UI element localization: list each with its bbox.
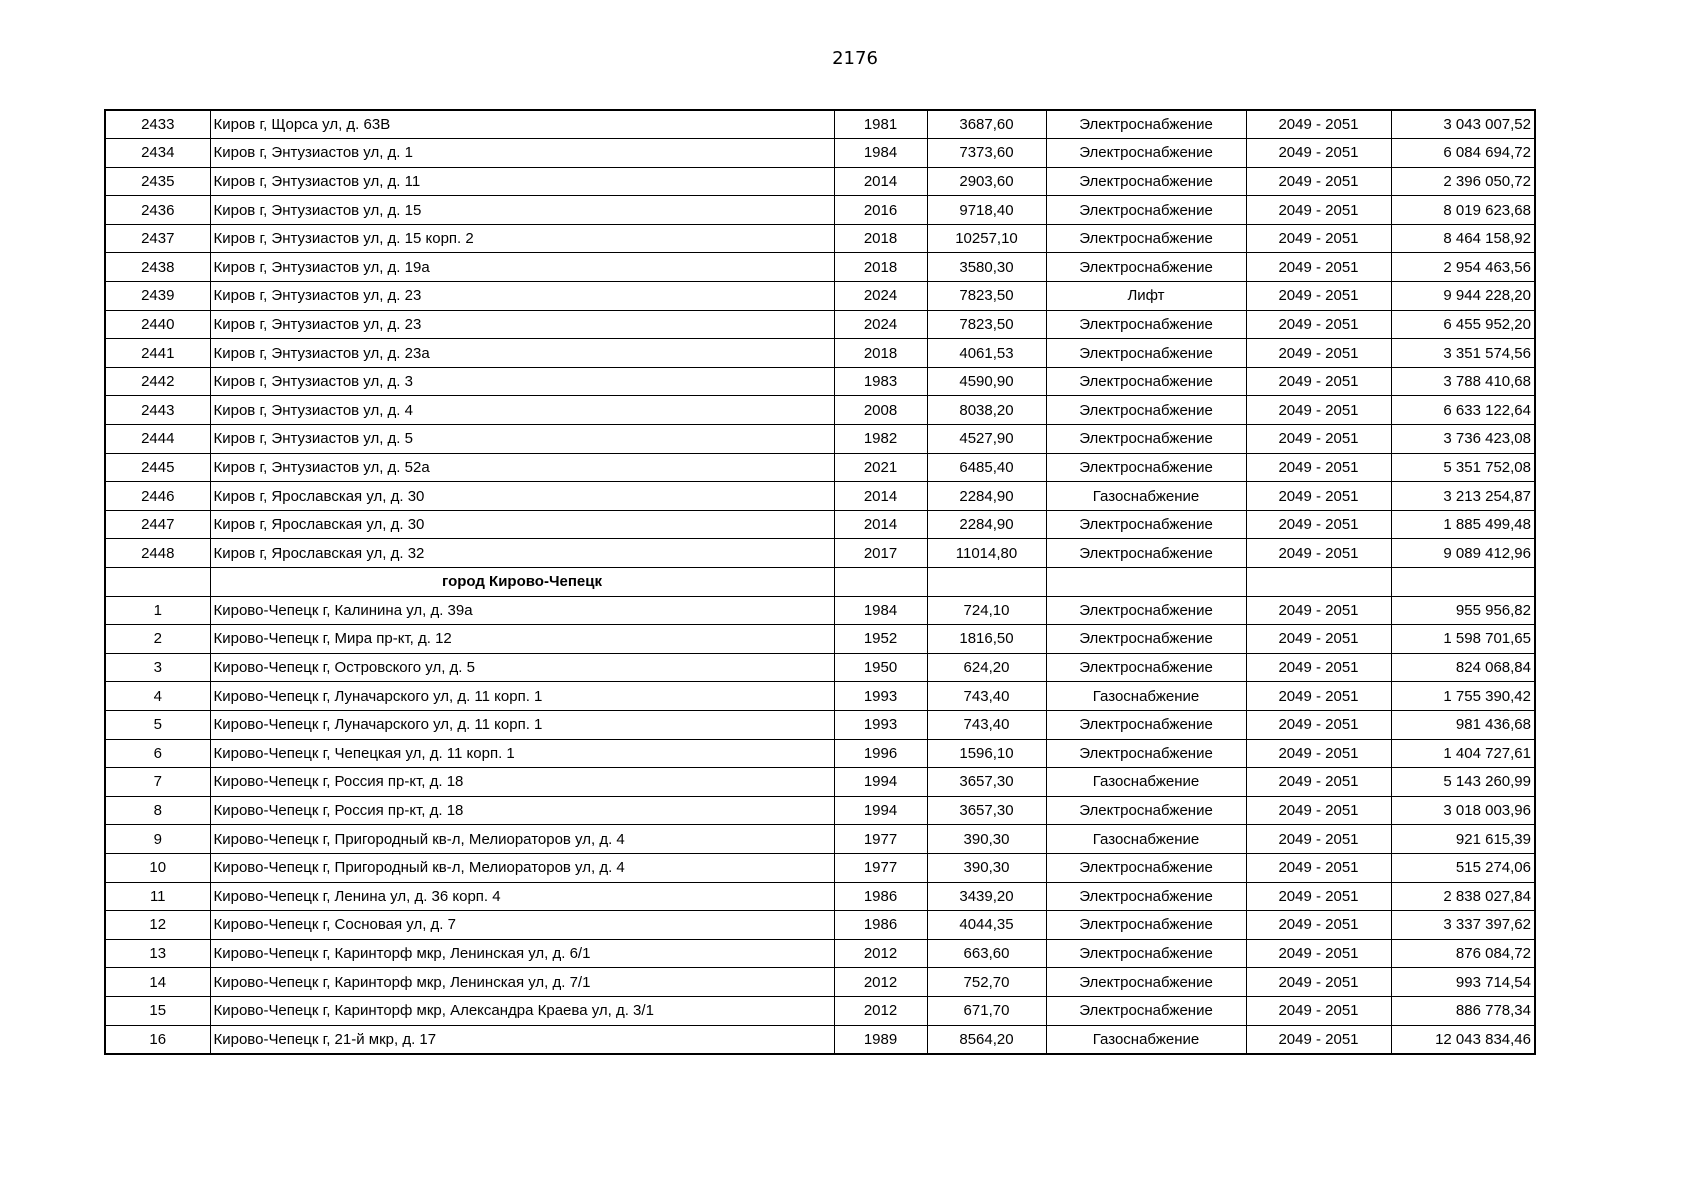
work-type-cell: Электроснабжение [1046, 310, 1246, 339]
cost-cell: 8 464 158,92 [1391, 224, 1535, 253]
area-cell: 4527,90 [927, 425, 1046, 454]
cost-cell: 955 956,82 [1391, 596, 1535, 625]
work-type-cell: Электроснабжение [1046, 996, 1246, 1025]
group-title: город Кирово-Чепецк [210, 568, 834, 597]
work-type-cell: Электроснабжение [1046, 882, 1246, 911]
address-cell: Кирово-Чепецк г, Луначарского ул, д. 11 корп. 1 [210, 682, 834, 711]
address-cell: Кирово-Чепецк г, Россия пр-кт, д. 18 [210, 796, 834, 825]
cost-cell: 3 018 003,96 [1391, 796, 1535, 825]
year-cell: 2012 [834, 996, 927, 1025]
period-cell: 2049 - 2051 [1246, 539, 1391, 568]
work-type-cell: Газоснабжение [1046, 825, 1246, 854]
row-number: 13 [105, 939, 210, 968]
table-row [105, 310, 1535, 339]
table-row [105, 139, 1535, 168]
table-row [105, 1025, 1535, 1054]
period-cell: 2049 - 2051 [1246, 825, 1391, 854]
area-cell: 724,10 [927, 596, 1046, 625]
cost-cell: 3 043 007,52 [1391, 110, 1535, 139]
work-type-cell: Электроснабжение [1046, 453, 1246, 482]
year-cell: 1982 [834, 425, 927, 454]
cost-cell: 1 755 390,42 [1391, 682, 1535, 711]
work-type-cell: Электроснабжение [1046, 367, 1246, 396]
address-cell: Киров г, Энтузиастов ул, д. 11 [210, 167, 834, 196]
area-cell: 752,70 [927, 968, 1046, 997]
work-type-cell: Электроснабжение [1046, 653, 1246, 682]
period-cell: 2049 - 2051 [1246, 682, 1391, 711]
work-type-cell: Электроснабжение [1046, 539, 1246, 568]
period-cell: 2049 - 2051 [1246, 339, 1391, 368]
row-number: 2443 [105, 396, 210, 425]
area-cell: 6485,40 [927, 453, 1046, 482]
area-cell: 7823,50 [927, 310, 1046, 339]
work-type-cell: Электроснабжение [1046, 739, 1246, 768]
table-row [105, 739, 1535, 768]
cost-cell: 1 598 701,65 [1391, 625, 1535, 654]
page-number: 2176 [832, 48, 878, 69]
address-cell: Киров г, Щорса ул, д. 63В [210, 110, 834, 139]
year-cell: 1986 [834, 911, 927, 940]
work-type-cell: Электроснабжение [1046, 968, 1246, 997]
cost-cell: 886 778,34 [1391, 996, 1535, 1025]
work-type-cell: Электроснабжение [1046, 710, 1246, 739]
row-number: 2437 [105, 224, 210, 253]
work-type-cell: Газоснабжение [1046, 682, 1246, 711]
area-cell: 390,30 [927, 853, 1046, 882]
row-number: 1 [105, 596, 210, 625]
year-cell: 2012 [834, 968, 927, 997]
address-cell: Кирово-Чепецк г, Мира пр-кт, д. 12 [210, 625, 834, 654]
cost-cell: 6 084 694,72 [1391, 139, 1535, 168]
period-cell: 2049 - 2051 [1246, 739, 1391, 768]
address-cell: Кирово-Чепецк г, Каринторф мкр, Ленинская ул, д. 6/1 [210, 939, 834, 968]
row-number: 2442 [105, 367, 210, 396]
year-cell: 1984 [834, 596, 927, 625]
address-cell: Кирово-Чепецк г, Островского ул, д. 5 [210, 653, 834, 682]
area-cell: 11014,80 [927, 539, 1046, 568]
area-cell: 7823,50 [927, 282, 1046, 311]
period-cell: 2049 - 2051 [1246, 310, 1391, 339]
cost-cell: 1 404 727,61 [1391, 739, 1535, 768]
table-row [105, 768, 1535, 797]
row-number: 12 [105, 911, 210, 940]
address-cell: Киров г, Ярославская ул, д. 30 [210, 510, 834, 539]
row-number: 9 [105, 825, 210, 854]
area-cell: 671,70 [927, 996, 1046, 1025]
row-number: 7 [105, 768, 210, 797]
row-number: 2444 [105, 425, 210, 454]
table-row [105, 825, 1535, 854]
work-type-cell: Электроснабжение [1046, 196, 1246, 225]
cost-cell: 6 633 122,64 [1391, 396, 1535, 425]
work-type-cell: Электроснабжение [1046, 110, 1246, 139]
cost-cell: 9 089 412,96 [1391, 539, 1535, 568]
group-empty-cell [105, 568, 210, 597]
work-type-cell: Газоснабжение [1046, 768, 1246, 797]
area-cell: 743,40 [927, 710, 1046, 739]
cost-cell: 2 838 027,84 [1391, 882, 1535, 911]
table-row [105, 167, 1535, 196]
year-cell: 1989 [834, 1025, 927, 1054]
work-type-cell: Электроснабжение [1046, 396, 1246, 425]
table-row [105, 110, 1535, 139]
cost-cell: 993 714,54 [1391, 968, 1535, 997]
year-cell: 2017 [834, 539, 927, 568]
table-row [105, 710, 1535, 739]
period-cell: 2049 - 2051 [1246, 911, 1391, 940]
row-number: 2436 [105, 196, 210, 225]
address-cell: Киров г, Энтузиастов ул, д. 23 [210, 282, 834, 311]
table-row [105, 339, 1535, 368]
period-cell: 2049 - 2051 [1246, 224, 1391, 253]
work-type-cell: Электроснабжение [1046, 253, 1246, 282]
period-cell: 2049 - 2051 [1246, 453, 1391, 482]
row-number: 4 [105, 682, 210, 711]
work-type-cell: Электроснабжение [1046, 139, 1246, 168]
area-cell: 3439,20 [927, 882, 1046, 911]
year-cell: 2018 [834, 253, 927, 282]
work-type-cell: Электроснабжение [1046, 853, 1246, 882]
period-cell: 2049 - 2051 [1246, 1025, 1391, 1054]
work-type-cell: Электроснабжение [1046, 339, 1246, 368]
address-cell: Киров г, Энтузиастов ул, д. 4 [210, 396, 834, 425]
cost-cell: 5 351 752,08 [1391, 453, 1535, 482]
period-cell: 2049 - 2051 [1246, 653, 1391, 682]
cost-cell: 1 885 499,48 [1391, 510, 1535, 539]
table-row [105, 539, 1535, 568]
row-number: 8 [105, 796, 210, 825]
row-number: 3 [105, 653, 210, 682]
table-row [105, 911, 1535, 940]
year-cell: 1996 [834, 739, 927, 768]
year-cell: 2018 [834, 339, 927, 368]
period-cell: 2049 - 2051 [1246, 282, 1391, 311]
table-row [105, 853, 1535, 882]
work-type-cell: Электроснабжение [1046, 510, 1246, 539]
row-number: 10 [105, 853, 210, 882]
area-cell: 3657,30 [927, 768, 1046, 797]
row-number: 2435 [105, 167, 210, 196]
period-cell: 2049 - 2051 [1246, 253, 1391, 282]
cost-cell: 8 019 623,68 [1391, 196, 1535, 225]
row-number: 2439 [105, 282, 210, 311]
row-number: 6 [105, 739, 210, 768]
address-cell: Кирово-Чепецк г, Россия пр-кт, д. 18 [210, 768, 834, 797]
work-type-cell: Электроснабжение [1046, 167, 1246, 196]
table-row [105, 939, 1535, 968]
area-cell: 663,60 [927, 939, 1046, 968]
address-cell: Кирово-Чепецк г, Каринторф мкр, Александра Краева ул, д. 3/1 [210, 996, 834, 1025]
table-body [105, 110, 1535, 1054]
table-row [105, 653, 1535, 682]
period-cell: 2049 - 2051 [1246, 996, 1391, 1025]
table-row [105, 596, 1535, 625]
group-empty-cell [1046, 568, 1246, 597]
period-cell: 2049 - 2051 [1246, 968, 1391, 997]
area-cell: 7373,60 [927, 139, 1046, 168]
area-cell: 3657,30 [927, 796, 1046, 825]
row-number: 15 [105, 996, 210, 1025]
table-row [105, 482, 1535, 511]
row-number: 2448 [105, 539, 210, 568]
area-cell: 1596,10 [927, 739, 1046, 768]
period-cell: 2049 - 2051 [1246, 853, 1391, 882]
row-number: 5 [105, 710, 210, 739]
area-cell: 3687,60 [927, 110, 1046, 139]
row-number: 16 [105, 1025, 210, 1054]
address-cell: Кирово-Чепецк г, 21-й мкр, д. 17 [210, 1025, 834, 1054]
work-type-cell: Электроснабжение [1046, 911, 1246, 940]
row-number: 2438 [105, 253, 210, 282]
housing-repair-table [104, 109, 1536, 1055]
row-number: 2440 [105, 310, 210, 339]
year-cell: 2018 [834, 224, 927, 253]
period-cell: 2049 - 2051 [1246, 167, 1391, 196]
cost-cell: 981 436,68 [1391, 710, 1535, 739]
area-cell: 10257,10 [927, 224, 1046, 253]
area-cell: 3580,30 [927, 253, 1046, 282]
group-header-row [105, 568, 1535, 597]
period-cell: 2049 - 2051 [1246, 110, 1391, 139]
year-cell: 2016 [834, 196, 927, 225]
address-cell: Киров г, Энтузиастов ул, д. 3 [210, 367, 834, 396]
cost-cell: 3 213 254,87 [1391, 482, 1535, 511]
table-row [105, 224, 1535, 253]
period-cell: 2049 - 2051 [1246, 882, 1391, 911]
cost-cell: 876 084,72 [1391, 939, 1535, 968]
year-cell: 1952 [834, 625, 927, 654]
year-cell: 1986 [834, 882, 927, 911]
address-cell: Кирово-Чепецк г, Чепецкая ул, д. 11 корп. 1 [210, 739, 834, 768]
year-cell: 1977 [834, 825, 927, 854]
table-row [105, 996, 1535, 1025]
address-cell: Киров г, Энтузиастов ул, д. 19а [210, 253, 834, 282]
cost-cell: 12 043 834,46 [1391, 1025, 1535, 1054]
period-cell: 2049 - 2051 [1246, 939, 1391, 968]
year-cell: 1994 [834, 796, 927, 825]
cost-cell: 824 068,84 [1391, 653, 1535, 682]
table-row [105, 367, 1535, 396]
table-row [105, 196, 1535, 225]
year-cell: 2014 [834, 482, 927, 511]
year-cell: 1994 [834, 768, 927, 797]
period-cell: 2049 - 2051 [1246, 510, 1391, 539]
address-cell: Кирово-Чепецк г, Пригородный кв-л, Мелиораторов ул, д. 4 [210, 825, 834, 854]
address-cell: Киров г, Энтузиастов ул, д. 52а [210, 453, 834, 482]
work-type-cell: Лифт [1046, 282, 1246, 311]
table-row [105, 796, 1535, 825]
table-row [105, 510, 1535, 539]
area-cell: 8038,20 [927, 396, 1046, 425]
work-type-cell: Газоснабжение [1046, 482, 1246, 511]
address-cell: Кирово-Чепецк г, Луначарского ул, д. 11 корп. 1 [210, 710, 834, 739]
period-cell: 2049 - 2051 [1246, 425, 1391, 454]
address-cell: Кирово-Чепецк г, Ленина ул, д. 36 корп. 4 [210, 882, 834, 911]
year-cell: 2014 [834, 510, 927, 539]
year-cell: 1983 [834, 367, 927, 396]
period-cell: 2049 - 2051 [1246, 367, 1391, 396]
address-cell: Киров г, Энтузиастов ул, д. 23 [210, 310, 834, 339]
year-cell: 2008 [834, 396, 927, 425]
year-cell: 1993 [834, 710, 927, 739]
address-cell: Киров г, Ярославская ул, д. 30 [210, 482, 834, 511]
area-cell: 4061,53 [927, 339, 1046, 368]
group-empty-cell [834, 568, 927, 597]
group-empty-cell [1246, 568, 1391, 597]
work-type-cell: Электроснабжение [1046, 796, 1246, 825]
address-cell: Кирово-Чепецк г, Сосновая ул, д. 7 [210, 911, 834, 940]
area-cell: 743,40 [927, 682, 1046, 711]
row-number: 14 [105, 968, 210, 997]
table-row [105, 968, 1535, 997]
period-cell: 2049 - 2051 [1246, 710, 1391, 739]
work-type-cell: Электроснабжение [1046, 939, 1246, 968]
period-cell: 2049 - 2051 [1246, 396, 1391, 425]
period-cell: 2049 - 2051 [1246, 482, 1391, 511]
row-number: 2 [105, 625, 210, 654]
table-row [105, 625, 1535, 654]
area-cell: 624,20 [927, 653, 1046, 682]
period-cell: 2049 - 2051 [1246, 768, 1391, 797]
cost-cell: 3 788 410,68 [1391, 367, 1535, 396]
year-cell: 1950 [834, 653, 927, 682]
table-row [105, 253, 1535, 282]
cost-cell: 3 337 397,62 [1391, 911, 1535, 940]
cost-cell: 2 954 463,56 [1391, 253, 1535, 282]
address-cell: Киров г, Ярославская ул, д. 32 [210, 539, 834, 568]
address-cell: Киров г, Энтузиастов ул, д. 15 [210, 196, 834, 225]
year-cell: 2024 [834, 310, 927, 339]
cost-cell: 9 944 228,20 [1391, 282, 1535, 311]
period-cell: 2049 - 2051 [1246, 796, 1391, 825]
address-cell: Кирово-Чепецк г, Калинина ул, д. 39а [210, 596, 834, 625]
cost-cell: 515 274,06 [1391, 853, 1535, 882]
period-cell: 2049 - 2051 [1246, 139, 1391, 168]
row-number: 2447 [105, 510, 210, 539]
row-number: 2433 [105, 110, 210, 139]
group-empty-cell [1391, 568, 1535, 597]
area-cell: 2284,90 [927, 510, 1046, 539]
year-cell: 1984 [834, 139, 927, 168]
year-cell: 2014 [834, 167, 927, 196]
work-type-cell: Газоснабжение [1046, 1025, 1246, 1054]
area-cell: 8564,20 [927, 1025, 1046, 1054]
year-cell: 2021 [834, 453, 927, 482]
row-number: 2445 [105, 453, 210, 482]
work-type-cell: Электроснабжение [1046, 224, 1246, 253]
table-row [105, 682, 1535, 711]
table-row [105, 425, 1535, 454]
table-row [105, 396, 1535, 425]
cost-cell: 3 736 423,08 [1391, 425, 1535, 454]
address-cell: Киров г, Энтузиастов ул, д. 15 корп. 2 [210, 224, 834, 253]
year-cell: 1993 [834, 682, 927, 711]
address-cell: Кирово-Чепецк г, Пригородный кв-л, Мелиораторов ул, д. 4 [210, 853, 834, 882]
year-cell: 2012 [834, 939, 927, 968]
area-cell: 2903,60 [927, 167, 1046, 196]
cost-cell: 921 615,39 [1391, 825, 1535, 854]
year-cell: 1977 [834, 853, 927, 882]
area-cell: 4590,90 [927, 367, 1046, 396]
work-type-cell: Электроснабжение [1046, 425, 1246, 454]
cost-cell: 5 143 260,99 [1391, 768, 1535, 797]
cost-cell: 6 455 952,20 [1391, 310, 1535, 339]
area-cell: 9718,40 [927, 196, 1046, 225]
cost-cell: 2 396 050,72 [1391, 167, 1535, 196]
area-cell: 4044,35 [927, 911, 1046, 940]
period-cell: 2049 - 2051 [1246, 196, 1391, 225]
table-row [105, 882, 1535, 911]
table-row [105, 282, 1535, 311]
year-cell: 1981 [834, 110, 927, 139]
work-type-cell: Электроснабжение [1046, 625, 1246, 654]
area-cell: 390,30 [927, 825, 1046, 854]
cost-cell: 3 351 574,56 [1391, 339, 1535, 368]
area-cell: 1816,50 [927, 625, 1046, 654]
table-row [105, 453, 1535, 482]
address-cell: Кирово-Чепецк г, Каринторф мкр, Ленинская ул, д. 7/1 [210, 968, 834, 997]
row-number: 2446 [105, 482, 210, 511]
row-number: 11 [105, 882, 210, 911]
address-cell: Киров г, Энтузиастов ул, д. 1 [210, 139, 834, 168]
address-cell: Киров г, Энтузиастов ул, д. 5 [210, 425, 834, 454]
period-cell: 2049 - 2051 [1246, 596, 1391, 625]
work-type-cell: Электроснабжение [1046, 596, 1246, 625]
row-number: 2434 [105, 139, 210, 168]
area-cell: 2284,90 [927, 482, 1046, 511]
year-cell: 2024 [834, 282, 927, 311]
period-cell: 2049 - 2051 [1246, 625, 1391, 654]
row-number: 2441 [105, 339, 210, 368]
group-empty-cell [927, 568, 1046, 597]
address-cell: Киров г, Энтузиастов ул, д. 23а [210, 339, 834, 368]
